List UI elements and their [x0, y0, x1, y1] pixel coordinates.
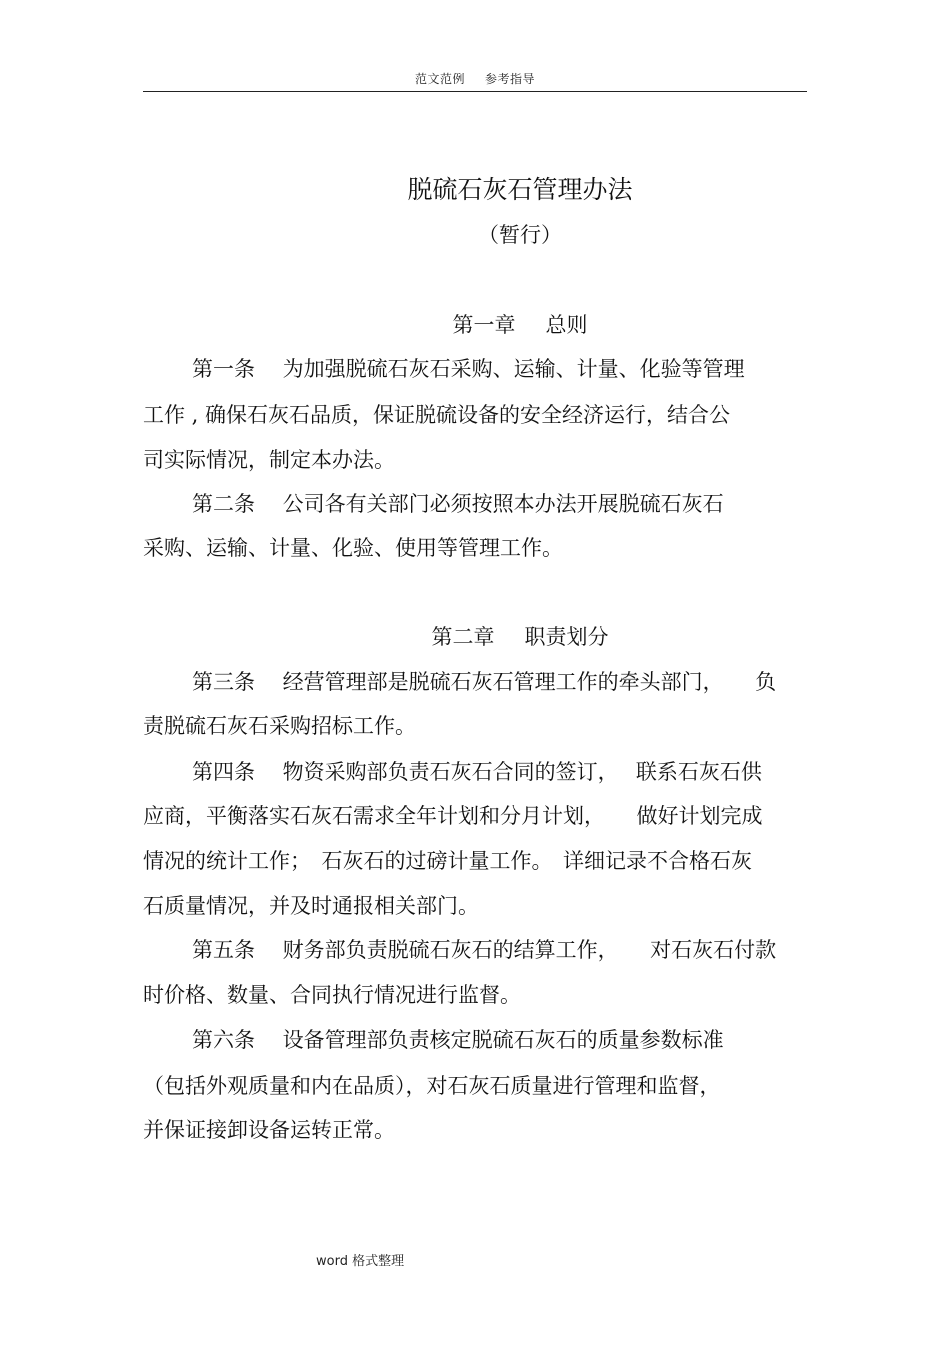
- header-right-text: 参考指导: [485, 72, 536, 86]
- article-line: 第六条 设备管理部负责核定脱硫石灰石的质量参数标准: [192, 1028, 724, 1052]
- article-line: 司实际情况，制定本办法。: [143, 448, 395, 472]
- article-line: 石质量情况，并及时通报相关部门。: [143, 894, 479, 918]
- header-left-text: 范文范例: [414, 72, 465, 86]
- article-line: 工作 , 确保石灰石品质，保证脱硫设备的安全经济运行，结合公: [143, 403, 731, 427]
- header-divider: [143, 91, 807, 92]
- article-line: 应商，平衡落实石灰石需求全年计划和分月计划， 做好计划完成: [143, 804, 763, 828]
- article-line: 第三条 经营管理部是脱硫石灰石管理工作的牵头部门， 负: [192, 670, 777, 694]
- article-line: 第五条 财务部负责脱硫石灰石的结算工作， 对石灰石付款: [192, 938, 777, 962]
- chapter-name: 职责划分: [524, 625, 609, 649]
- article-line: 第一条 为加强脱硫石灰石采购、运输、计量、化验等管理: [192, 357, 745, 381]
- article-line: 采购、运输、计量、化验、使用等管理工作。: [143, 536, 563, 560]
- document-subtitle: （暂行）: [478, 223, 562, 247]
- chapter-number: 第二章: [431, 625, 495, 649]
- page-header: [0, 70, 950, 87]
- chapter-number: 第一章: [452, 313, 516, 337]
- article-line: 时价格、数量、合同执行情况进行监督。: [143, 983, 521, 1007]
- chapter-name: 总则: [545, 313, 588, 337]
- chapter-heading: [330, 622, 710, 652]
- article-line: 并保证接卸设备运转正常。: [143, 1118, 395, 1142]
- document-title: 脱硫石灰石管理办法: [407, 175, 633, 204]
- article-line: 第二条 公司各有关部门必须按照本办法开展脱硫石灰石: [192, 492, 724, 516]
- article-line: 第四条 物资采购部负责石灰石合同的签订， 联系石灰石供: [192, 760, 762, 784]
- article-line: （包括外观质量和内在品质），对石灰石质量进行管理和监督，: [143, 1074, 721, 1098]
- article-line: 情况的统计工作； 石灰石的过磅计量工作。 详细记录不合格石灰: [143, 849, 752, 873]
- chapter-heading: [330, 310, 710, 340]
- page-footer: word 格式整理: [316, 1254, 405, 1269]
- article-line: 责脱硫石灰石采购招标工作。: [143, 714, 416, 738]
